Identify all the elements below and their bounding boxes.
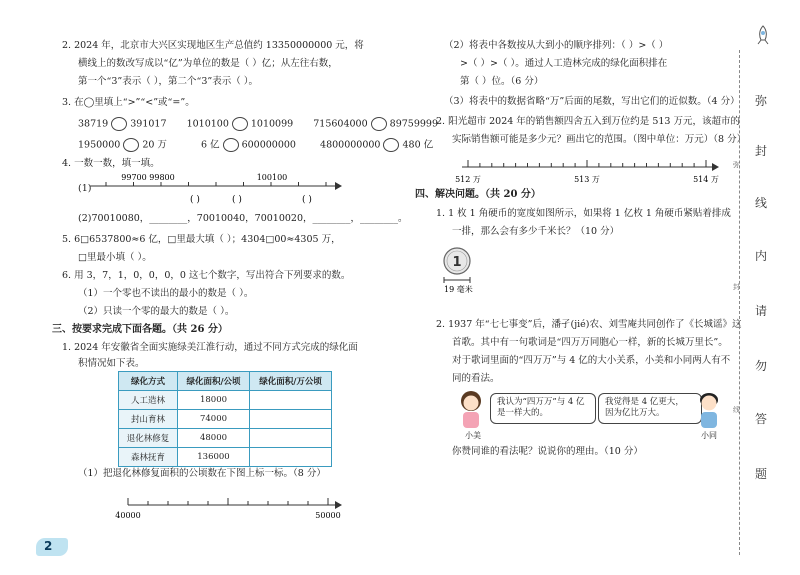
p1-line1: 1. 1 枚 1 角硬币的宽度如图所示，如果将 1 亿枚 1 角硬币紧贴着排成 — [436, 208, 731, 219]
tick-label: 100100 — [256, 173, 288, 182]
r-q2-line2: 实际销售额可能是多少元？画出它的范围。（图中单位：万元）（8 分） — [452, 134, 747, 145]
axis-label: 512 万 — [455, 175, 481, 184]
sidebar-small-char: 封 — [733, 283, 740, 291]
compare-circle — [232, 117, 248, 131]
compare-circle — [123, 138, 139, 152]
axis-label: 50000 — [315, 511, 341, 520]
p1-line2: 一排，那么会有多少千米长？（10 分） — [452, 226, 620, 237]
q6-title: 6. 用 3，7，1，0，0，0，0 这七个数字，写出符合下列要求的数。 — [62, 270, 351, 281]
axis-label: 513 万 — [574, 175, 600, 184]
sub1-text: （1）把退化林修复面积的公顷数在下图上标一标。（8 分） — [78, 468, 326, 479]
q3-row1: 38719 391017 1010100 1010099 715604000 89759999 — [78, 118, 439, 130]
p2-line4: 同的看法。 — [452, 373, 500, 384]
page-number: 2 — [44, 539, 53, 553]
section-3-title: 三、按要求完成下面各题。（共 26 分） — [52, 324, 228, 335]
compare-circle — [371, 117, 387, 131]
q4-part2: (2)70010080，________，70010040，70010020，________，________。 — [78, 213, 408, 224]
table-row: 封山育林 74000 — [119, 410, 332, 429]
axis-label: 514 万 — [693, 175, 719, 184]
table-row: 人工造林 18000 — [119, 391, 332, 410]
sidebar-char: 内 — [754, 249, 767, 263]
sidebar-char: 线 — [754, 196, 767, 210]
sidebar-char: 请 — [754, 304, 767, 318]
p2-question: 你赞同谁的看法呢？说说你的理由。（10 分） — [452, 446, 643, 457]
name-left: 小美 — [465, 431, 481, 440]
sec3-q1-line1: 1. 2024 年安徽省全面实施绿美江淮行动，通过不同方式完成的绿化面 — [62, 342, 358, 353]
q2-line3: 第一个“3”表示（ ），第二个“3”表示（ ）。 — [78, 76, 259, 87]
q2-line2: 横线上的数改写成以“亿”为单位的数是（ ）亿；从左往右数， — [78, 58, 338, 69]
sidebar-char: 勿 — [754, 359, 767, 373]
bubble-right: 我觉得是 4 亿更大， 因为亿比万大。 — [598, 393, 702, 424]
s2-line2: >（ ）>（ ）。通过人工造林完成的绿化面积排在 — [460, 58, 668, 69]
svg-text:( ): ( ) — [232, 195, 242, 205]
answer-cell[interactable] — [250, 429, 332, 448]
p2-line1: 2. 1937 年“七七事变”后，潘孑(jié)农、刘雪庵共同创作了《长城谣》这 — [436, 319, 742, 330]
sales-number-line[interactable] — [440, 155, 730, 189]
q5-line1: 5. 6□6537800≈6 亿，□里最大填（ ）；4304□00≈4305 万， — [62, 234, 341, 245]
q4-label: (1) — [78, 183, 92, 194]
q3-title: 3. 在◯里填上“>”“<”或“=”。 — [62, 97, 195, 108]
compare-circle — [111, 117, 127, 131]
sidebar-char: 封 — [754, 144, 767, 158]
sidebar-divider — [739, 50, 740, 555]
greening-table — [118, 371, 332, 467]
q4-number-line — [90, 170, 370, 210]
sec3-q1-line2: 积情况如下表。 — [78, 358, 145, 369]
table-header: 绿化方式 — [119, 372, 178, 391]
q4-title: 4. 一数一数，填一填。 — [62, 158, 160, 169]
table-header: 绿化面积/公顷 — [177, 372, 249, 391]
bubble-left: 我认为“四万万”与 4 亿 是一样大的。 — [490, 393, 596, 424]
s2-line1: （2）将表中各数按从大到小的顺序排列：（ ）>（ ） — [444, 40, 669, 51]
sidebar-char: 弥 — [754, 94, 767, 108]
boy-avatar-icon — [694, 390, 724, 432]
q6-part2: （2）只读一个零的最大的数是（ ）。 — [78, 306, 235, 317]
coin-width-label: 19 毫米 — [444, 285, 473, 294]
svg-text:( ): ( ) — [190, 195, 200, 205]
svg-text:( ): ( ) — [302, 195, 312, 205]
name-right: 小同 — [701, 431, 717, 440]
s3-text: （3）将表中的数据省略“万”后面的尾数，写出它们的近似数。（4 分） — [444, 96, 740, 107]
answer-cell[interactable] — [250, 410, 332, 429]
table-header-row — [119, 372, 332, 391]
sidebar-char: 答 — [754, 412, 767, 426]
compare-circle — [223, 138, 239, 152]
table-header: 绿化面积/万公顷 — [250, 372, 332, 391]
s2-line3: 第（ ）位。（6 分） — [460, 76, 544, 87]
answer-cell[interactable] — [250, 391, 332, 410]
q5-line2: □里最小填（ ）。 — [78, 252, 152, 263]
girl-avatar-icon — [456, 390, 486, 432]
tick-label: 99800 — [149, 173, 175, 182]
sidebar-small-char: 线 — [733, 406, 740, 414]
p2-line3: 对于歌词里面的“四万万”与 4 亿的大小关系，小美和小同两人有不 — [452, 355, 731, 366]
section-4-title: 四、解决问题。（共 20 分） — [415, 189, 541, 200]
q3-row2: 1950000 20 万 6 亿 600000000 4800000000 480 亿 — [78, 139, 434, 151]
axis-label: 40000 — [115, 511, 141, 520]
r-q2-line1: 2. 阳光超市 2024 年的销售额四舍五入到万位约是 513 万元，该超市的 — [436, 116, 740, 127]
svg-text:1: 1 — [452, 255, 462, 270]
sub1-number-line[interactable] — [110, 495, 360, 525]
tick-label: 99700 — [121, 173, 147, 182]
sidebar-char: 题 — [754, 467, 767, 481]
table-row: 退化林修复 48000 — [119, 429, 332, 448]
coin-figure — [440, 243, 500, 295]
table-row: 森林抚育 136000 — [119, 448, 332, 467]
answer-cell[interactable] — [250, 448, 332, 467]
rocket-icon — [752, 24, 774, 46]
p2-line2: 首歌。其中有一句歌词是“四万万同胞心一样，新的长城万里长”。 — [452, 337, 728, 348]
sidebar-small-char: 弥 — [733, 161, 740, 169]
q6-part1: （1）一个零也不读出的最小的数是（ ）。 — [78, 288, 254, 299]
q2-line1: 2. 2024 年，北京市大兴区实现地区生产总值约 13350000000 元，将 — [62, 40, 364, 51]
compare-circle — [383, 138, 399, 152]
